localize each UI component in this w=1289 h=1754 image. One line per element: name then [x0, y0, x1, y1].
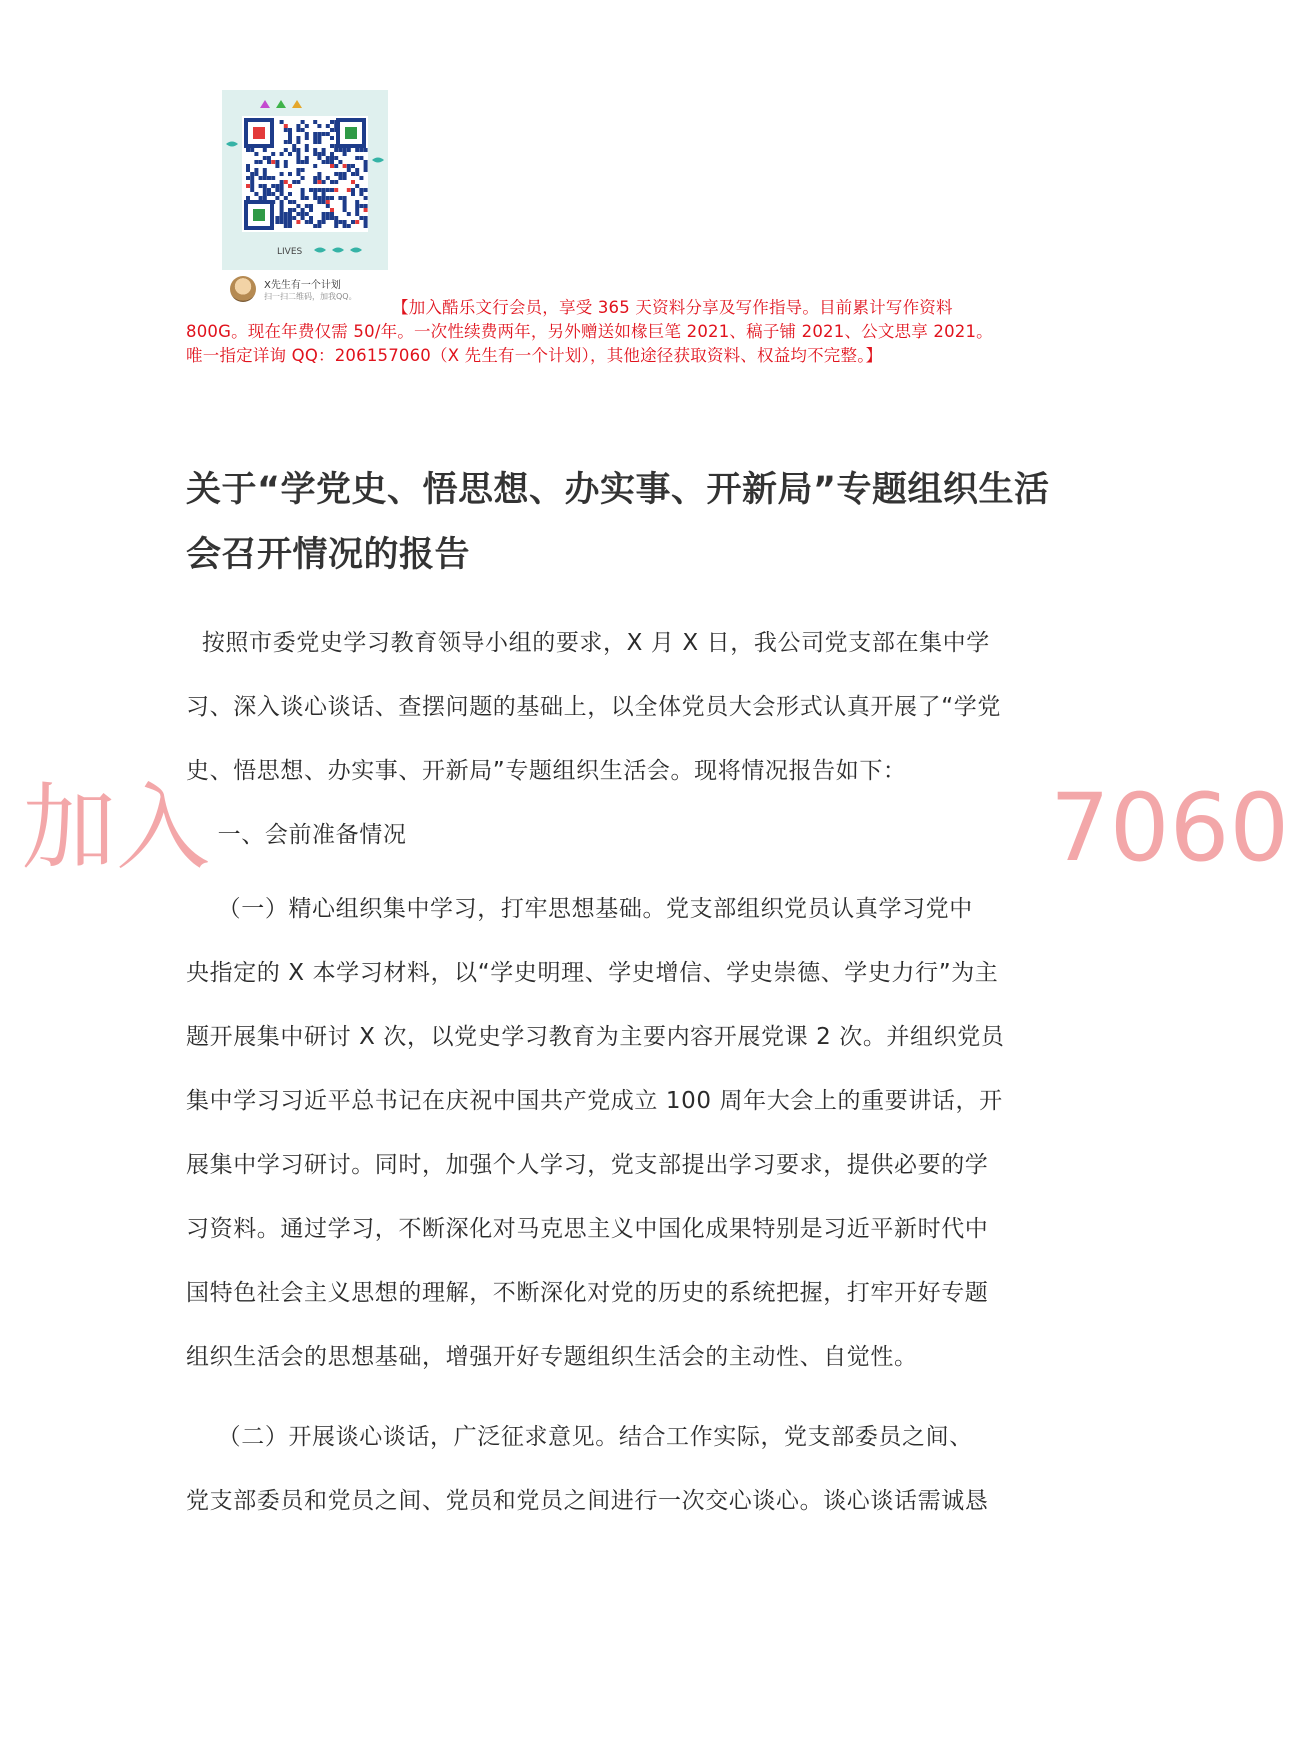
qr-profile-subtitle: 扫一扫二维码，加我QQ。 [264, 292, 357, 301]
body-line: 集中学习习近平总书记在庆祝中国共产党成立 100 周年大会上的重要讲话，开 [186, 1088, 1003, 1114]
body-line: 展集中学习研讨。同时，加强个人学习，党支部提出学习要求，提供必要的学 [186, 1152, 989, 1178]
body-line: 国特色社会主义思想的理解，不断深化对党的历史的系统把握，打牢开好专题 [186, 1280, 989, 1306]
qr-code-image [222, 90, 388, 270]
body-line: 习、深入谈心谈话、查摆问题的基础上，以全体党员大会形式认真开展了“学党 [186, 694, 1001, 720]
promo-notice [186, 296, 1046, 368]
body-line: 按照市委党史学习教育领导小组的要求，X 月 X 日，我公司党支部在集中学 [186, 630, 990, 656]
body-line: 题开展集中研讨 X 次，以党史学习教育为主要内容开展党课 2 次。并组织党员 [186, 1024, 1005, 1050]
body-line: （二）开展谈心谈话，广泛征求意见。结合工作实际，党支部委员之间、 [186, 1424, 973, 1450]
body-line: 组织生活会的思想基础，增强开好专题组织生活会的主动性、自觉性。 [186, 1344, 918, 1370]
body-line: （一）精心组织集中学习，打牢思想基础。党支部组织党员认真学习党中 [186, 896, 973, 922]
document-title: 关于“学党史、悟思想、办实事、开新局”专题组织生活会召开情况的报告 [186, 470, 1050, 575]
body-line: 史、悟思想、办实事、开新局”专题组织生活会。现将情况报告如下： [186, 758, 907, 784]
promo-line: 【加入酷乐文行会员，享受 365 天资料分享及写作指导。目前累计写作资料 [392, 298, 953, 317]
promo-line: 800G。现在年费仅需 50/年。一次性续费两年，另外赠送如椽巨笔 2021、稿子铺 2021、公文思享 2021。 [186, 322, 993, 341]
body-line: 习资料。通过学习，不断深化对马克思主义中国化成果特别是习近平新时代中 [186, 1216, 989, 1242]
watermark-left: 加入 [22, 774, 211, 883]
section-heading: 一、会前准备情况 [186, 822, 407, 848]
qr-brand-text: LIVES [277, 247, 303, 257]
body-line: 央指定的 X 本学习材料，以“学史明理、学史增信、学史崇德、学史力行”为主 [186, 960, 999, 986]
qr-profile-name: X先生有一个计划 [264, 280, 341, 291]
qr-code-card [222, 90, 388, 270]
promo-line: 唯一指定详询 QQ：206157060（X 先生有一个计划），其他途径获取资料、权益均不完整。】 [186, 346, 883, 365]
watermark-right: 7060 [1050, 774, 1289, 883]
body-line: 党支部委员和党员之间、党员和党员之间进行一次交心谈心。谈心谈话需诚恳 [186, 1488, 989, 1514]
